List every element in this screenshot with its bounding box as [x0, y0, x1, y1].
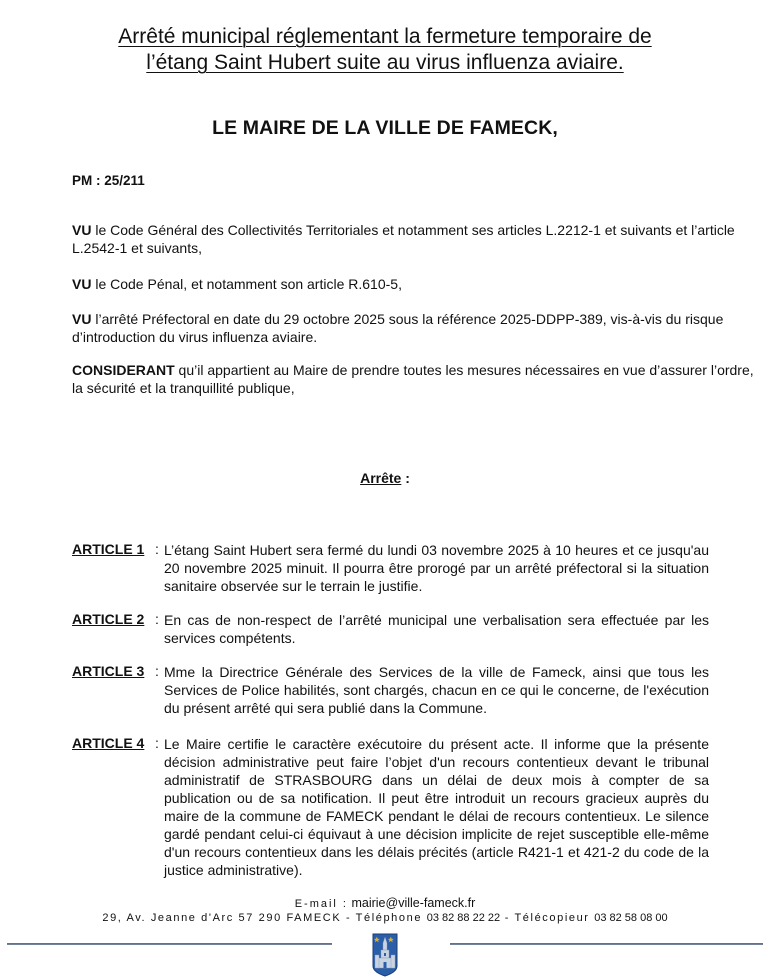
fax-label: - Télécopieur	[504, 912, 590, 924]
article-separator: :	[155, 663, 159, 679]
reference-number: PM : 25/211	[72, 173, 145, 188]
address: 29, Av. Jeanne d'Arc 57 290 FAMECK - Téléphone	[102, 912, 423, 924]
decision-colon: :	[401, 470, 410, 486]
visa-lead: VU	[72, 311, 92, 327]
considerant-text: qu’il appartient au Maire de prendre toutes les mesures nécessaires en vue d’assurer l’ordre, la sécurité et la tranquillité publique,	[72, 362, 754, 396]
document-title	[0, 24, 770, 76]
article-1-label: ARTICLE 1	[72, 541, 145, 557]
issuer-heading: LE MAIRE DE LA VILLE DE FAMECK,	[212, 117, 558, 139]
article-separator: :	[155, 611, 159, 627]
title-line-1: Arrêté municipal réglementant la fermeture temporaire de	[118, 25, 652, 48]
article-separator: :	[155, 735, 159, 751]
email-label: E-mail :	[294, 898, 348, 910]
decision-heading	[0, 470, 770, 486]
decision-heading-label: Arrête	[360, 470, 402, 486]
article-2-label: ARTICLE 2	[72, 611, 145, 627]
visa-arrete-prefectoral	[72, 310, 762, 346]
email-link[interactable]: mairie@ville-fameck.fr	[351, 896, 476, 910]
article-3-label: ARTICLE 3	[72, 663, 145, 679]
footer-address-line	[0, 912, 770, 924]
visa-cgct	[72, 221, 762, 257]
footer-rule-left	[7, 943, 332, 945]
visa-lead: VU	[72, 276, 92, 292]
fax-number: 03 82 58 08 00	[594, 912, 668, 924]
article-4-label: ARTICLE 4	[72, 735, 145, 751]
visa-text: l’arrêté Préfectoral en date du 29 octobre 2025 sous la référence 2025-DDPP-389, vis-à-vis du risque d’introduction du virus influenza aviaire.	[72, 311, 724, 345]
visa-text: le Code Général des Collectivités Territoriales et notamment ses articles L.2212-1 et suivants et l’article L.2542-1 et suivants,	[72, 222, 735, 256]
visa-text: le Code Pénal, et notamment son article R.610-5,	[91, 276, 402, 292]
visa-code-penal	[72, 275, 762, 293]
footer-rule-right	[450, 943, 763, 945]
article-3-text: Mme la Directrice Générale des Services de la ville de Fameck, ainsi que tous les Services de Police habilités, sont chargés, chacun en ce qui le concerne, de l'exécution du présent arrêté qui sera publié dans la Commune.	[164, 664, 709, 716]
considerant-lead: CONSIDERANT	[72, 362, 175, 378]
article-4-text: Le Maire certifie le caractère exécutoire du présent acte. Il informe que la présente décision administrative peut faire l’objet d'un recours contentieux devant le tribunal administratif de STRASBOURG dans un délai de deux mois à compter de sa publication ou de sa notification. Il peut être introduit un recours gracieux auprès du maire de la commune de FAMECK pendant le délai de recours contentieux. Le silence gardé pendant celui-ci équivaut à une décision implicite de rejet susceptible elle-même d'un recours contentieux dans les délais précités (article R421-1 et 421-2 du code de la justice administrative).	[164, 736, 709, 878]
article-separator: :	[155, 541, 159, 557]
title-line-2: l’étang Saint Hubert suite au virus influenza aviaire.	[146, 51, 624, 74]
article-2-text: En cas de non-respect de l’arrêté municipal une verbalisation sera effectuée par les services compétents.	[164, 612, 709, 646]
coat-of-arms-icon	[371, 932, 399, 978]
phone-number: 03 82 88 22 22	[426, 912, 501, 924]
considerant	[72, 361, 762, 397]
article-1-text: L’étang Saint Hubert sera fermé du lundi 03 novembre 2025 à 10 heures et ce jusqu'au 20 novembre 2025 minuit. Il pourra être prorogé par un arrêté préfectoral si la situation sanitaire observée sur le terrain le justifie.	[164, 542, 709, 594]
footer-email-line	[0, 896, 770, 910]
visa-lead: VU	[72, 222, 92, 238]
